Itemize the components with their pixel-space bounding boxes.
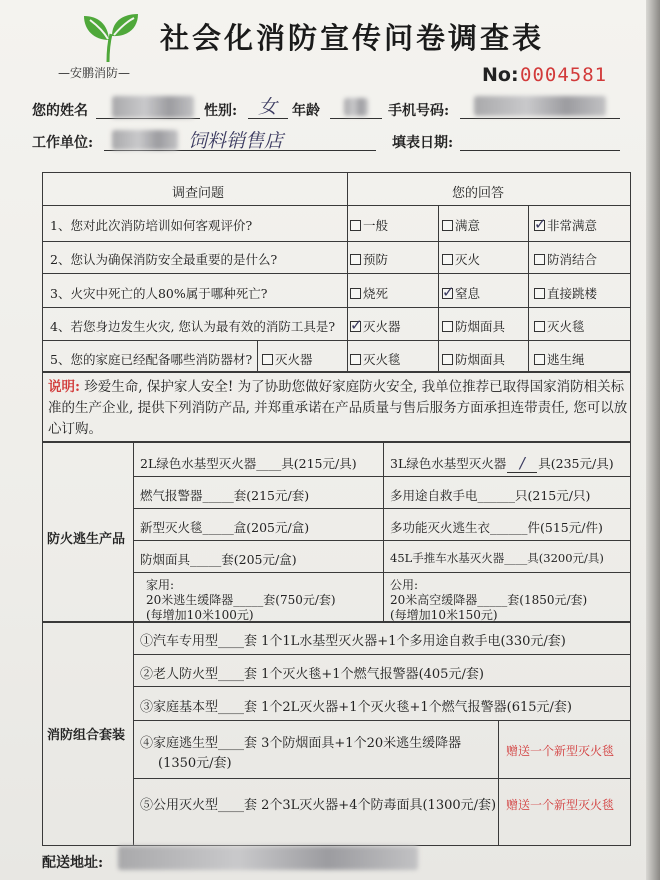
checkbox[interactable] (442, 321, 453, 332)
kit-elderly[interactable]: ②老人防火型____套 1个灭火毯+1个燃气报警器(405元/套) (140, 667, 484, 682)
checkbox[interactable] (534, 288, 545, 299)
address-label: 配送地址: (42, 855, 104, 871)
q4-option-1[interactable]: ✓ 灭火器 (350, 317, 401, 335)
product-3l-extinguisher[interactable]: 3L绿色水基型灭火器 / 具(235元/具) (390, 454, 614, 472)
checkbox[interactable] (534, 321, 545, 332)
address-redacted (118, 846, 418, 870)
q2-option-3[interactable]: 防消结合 (534, 250, 597, 268)
product-gas-alarm[interactable]: 燃气报警器_____套(215元/套) (140, 488, 310, 503)
q1-option-1[interactable]: 一般 (350, 216, 388, 234)
q5-option-4[interactable]: 逃生绳 (534, 350, 585, 368)
age-redacted (344, 98, 368, 116)
product-escape-suit[interactable]: 多功能灭火逃生衣______件(515元/件) (390, 520, 603, 535)
q2-option-2[interactable]: 灭火 (442, 250, 480, 268)
q3-option-2[interactable]: ✓ 窒息 (442, 284, 480, 302)
phone-label: 手机号码: (388, 103, 450, 119)
product-flashlight[interactable]: 多用途自救手电______只(215元/只) (390, 488, 591, 503)
checkbox[interactable] (262, 354, 273, 365)
q3-option-3[interactable]: 直接跳楼 (534, 284, 597, 302)
serial-number-label: No: (482, 64, 519, 86)
work-unit-value[interactable]: 饲料销售店 (188, 130, 284, 152)
kit-home-escape[interactable]: ④家庭逃生型____套 3个防烟面具+1个20米逃生缓降器 (140, 736, 462, 751)
public-descender[interactable]: 20米高空缓降器_____套(1850元/套) (390, 593, 588, 607)
paper-edge-shadow (646, 0, 660, 880)
q5-option-2[interactable]: 灭火毯 (350, 350, 401, 368)
q5-option-1[interactable]: 灭火器 (262, 350, 313, 368)
work-unit-redacted (112, 130, 178, 150)
product-trolley-extinguisher[interactable]: 45L手推车水基灭火器____具(3200元/具) (390, 551, 604, 565)
serial-number-value: 0004581 (520, 64, 608, 86)
home-descender-label: 家用: (146, 578, 175, 592)
checkbox-checked[interactable] (350, 321, 361, 332)
kit-home-escape-gift: 赠送一个新型灭火毯 (506, 744, 615, 758)
question-1: 1、您对此次消防培训如何客观评价? (50, 218, 253, 233)
kits-section-label: 消防组合套装 (47, 728, 126, 743)
phone-redacted (474, 96, 606, 116)
column-question-header: 调查问题 (172, 186, 225, 201)
checkbox-checked[interactable] (442, 288, 453, 299)
form-title: 社会化消防宣传问卷调查表 (160, 21, 545, 55)
checkbox[interactable] (534, 254, 545, 265)
leaf-logo-icon (78, 10, 142, 66)
checkbox[interactable] (442, 354, 453, 365)
kit-public-gift: 赠送一个新型灭火毯 (506, 798, 615, 812)
work-unit-label: 工作单位: (32, 135, 94, 151)
question-2: 2、您认为确保消防安全最重要的是什么? (50, 252, 278, 267)
products-section-label: 防火逃生产品 (47, 532, 126, 547)
q3-option-1[interactable]: 烧死 (350, 284, 388, 302)
date-line (460, 150, 620, 151)
note-text: 珍爱生命, 保护家人安全! 为了协助您做好家庭防火安全, 我单位推荐已取得国家消防相关标准的生产企业, 提供下列消防产品, 并郑重承诺在产品质量与售后服务方面承担连带责任, 您可以放心订购。 (48, 379, 628, 437)
checkbox[interactable] (442, 220, 453, 231)
q1-option-3[interactable]: ✓ 非常满意 (534, 216, 597, 234)
checkbox-checked[interactable] (534, 220, 545, 231)
q4-option-3[interactable]: 灭火毯 (534, 317, 585, 335)
q5-option-3[interactable]: 防烟面具 (442, 350, 505, 368)
phone-line (460, 118, 620, 119)
name-line (96, 118, 200, 119)
survey-divider (347, 172, 348, 372)
note-label: 说明: (48, 379, 80, 395)
name-redacted (112, 96, 194, 118)
checkbox[interactable] (534, 354, 545, 365)
home-descender-extra: (每增加10米100元) (146, 608, 254, 622)
checkbox[interactable] (350, 354, 361, 365)
kit-public[interactable]: ⑤公用灭火型____套 2个3L灭火器+4个防毒面具(1300元/套) (140, 798, 497, 813)
checkbox[interactable] (350, 254, 361, 265)
product-2l-extinguisher[interactable]: 2L绿色水基型灭火器____具(215元/具) (140, 456, 357, 471)
kit-home-escape-price: (1350元/套) (158, 756, 232, 771)
kit-home-basic[interactable]: ③家庭基本型____套 1个2L灭火器+1个灭火毯+1个燃气报警器(615元/套) (140, 700, 572, 715)
note-paragraph (48, 377, 628, 440)
home-descender[interactable]: 20米逃生缓降器_____套(750元/套) (146, 593, 336, 607)
q4-option-2[interactable]: 防烟面具 (442, 317, 505, 335)
public-descender-label: 公用: (390, 578, 419, 592)
name-label: 您的姓名 (32, 103, 88, 119)
question-3: 3、火灾中死亡的人80%属于哪种死亡? (50, 286, 268, 301)
q2-option-1[interactable]: 预防 (350, 250, 388, 268)
checkbox[interactable] (350, 288, 361, 299)
checkbox[interactable] (442, 254, 453, 265)
age-label: 年龄 (292, 103, 320, 119)
gender-value[interactable]: 女 (258, 96, 278, 118)
logo-caption: —安鹏消防— (58, 66, 131, 80)
product-smoke-mask[interactable]: 防烟面具_____套(205元/盒) (140, 552, 297, 567)
checkbox[interactable] (350, 220, 361, 231)
kit-car[interactable]: ①汽车专用型____套 1个1L水基型灭火器+1个多用途自救手电(330元/套) (140, 634, 566, 649)
survey-table (42, 172, 631, 372)
product-fire-blanket[interactable]: 新型灭火毯_____盒(205元/盒) (140, 520, 310, 535)
q1-option-2[interactable]: 满意 (442, 216, 480, 234)
question-4: 4、若您身边发生火灾, 您认为最有效的消防工具是? (50, 319, 336, 334)
question-5: 5、您的家庭已经配备哪些消防器材? (50, 352, 253, 367)
age-line (330, 118, 382, 119)
public-descender-extra: (每增加10米150元) (390, 608, 498, 622)
date-label: 填表日期: (392, 135, 454, 151)
column-answer-header: 您的回答 (452, 186, 505, 201)
gender-label: 性别: (204, 103, 238, 119)
